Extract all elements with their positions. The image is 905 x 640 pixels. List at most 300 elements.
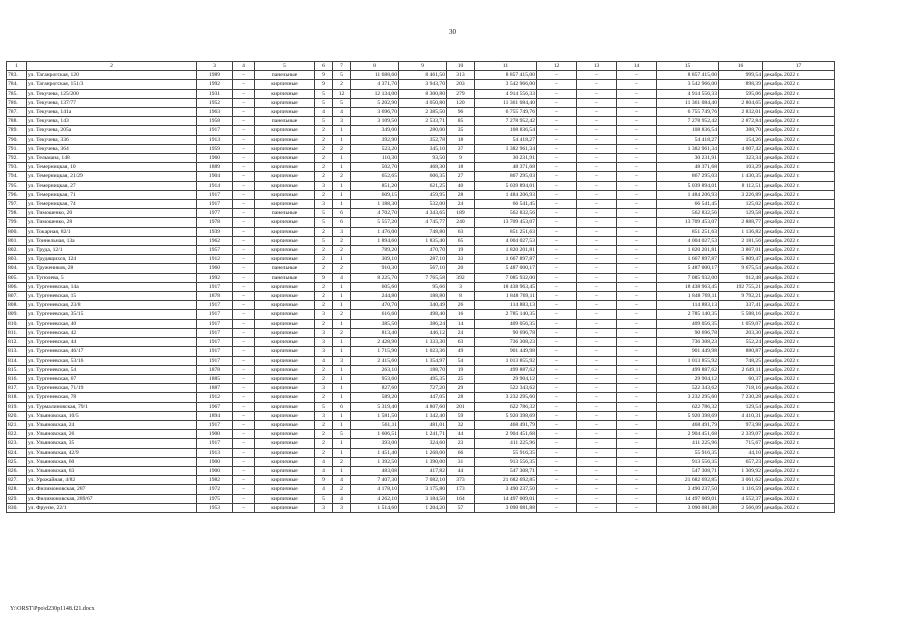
table-cell: – bbox=[577, 190, 617, 199]
table-cell: 2 bbox=[315, 365, 333, 374]
table-cell: – bbox=[537, 209, 577, 218]
table-cell: – bbox=[233, 135, 255, 144]
table-cell: 5 bbox=[315, 236, 333, 245]
table-cell: 29 bbox=[447, 384, 475, 393]
table-cell: кирпичные bbox=[255, 135, 315, 144]
table-cell: – bbox=[577, 338, 617, 347]
table-cell: 388,70 bbox=[719, 126, 763, 135]
table-cell: 110,30 bbox=[351, 154, 399, 163]
table-cell: ул. Текучева, 205а bbox=[27, 126, 197, 135]
column-number-cell: 1 bbox=[7, 62, 27, 71]
column-number-cell: 2 bbox=[27, 62, 197, 71]
table-cell: кирпичные bbox=[255, 144, 315, 153]
table-cell: 2 bbox=[333, 264, 351, 273]
table-cell: декабрь 2022 г. bbox=[763, 246, 835, 255]
table-cell: 2 bbox=[315, 163, 333, 172]
column-number-cell: 3 bbox=[197, 62, 233, 71]
table-cell: 3 bbox=[315, 411, 333, 420]
table-cell: 1 bbox=[333, 439, 351, 448]
table-cell: ул. Темерницкая, 10 bbox=[27, 163, 197, 172]
table-cell: – bbox=[233, 430, 255, 439]
table-cell: 532,00 bbox=[399, 200, 447, 209]
table-cell: 1 bbox=[333, 181, 351, 190]
table-cell: – bbox=[233, 439, 255, 448]
table-cell: 2 bbox=[315, 264, 333, 273]
table-cell: кирпичные bbox=[255, 319, 315, 328]
table-cell: 718,16 bbox=[719, 384, 763, 393]
column-number-row bbox=[7, 62, 835, 71]
table-cell: – bbox=[617, 209, 657, 218]
table-cell: – bbox=[617, 301, 657, 310]
table-cell: 1 241,71 bbox=[399, 430, 447, 439]
table-cell: ул. Текучева, 364 bbox=[27, 144, 197, 153]
table-cell: 5 bbox=[315, 494, 333, 503]
table-cell: декабрь 2022 г. bbox=[763, 71, 835, 80]
column-number-cell: 7 bbox=[333, 62, 351, 71]
table-cell: – bbox=[617, 411, 657, 420]
table-cell: ул. Тоннельная, 13а bbox=[27, 236, 197, 245]
table-cell: 313 bbox=[447, 71, 475, 80]
table-cell: – bbox=[577, 98, 617, 107]
column-number-cell: 9 bbox=[399, 62, 447, 71]
table-cell: 7 085 932,00 bbox=[657, 273, 719, 282]
table-cell: 392 bbox=[447, 273, 475, 282]
column-number-cell: 5 bbox=[255, 62, 315, 71]
table-cell: 1 bbox=[333, 420, 351, 429]
table-cell: 830. bbox=[7, 503, 27, 512]
table-cell: – bbox=[233, 144, 255, 153]
table-cell: 867 295,03 bbox=[657, 172, 719, 181]
table-cell: 789,20 bbox=[351, 246, 399, 255]
table-cell: 736 308,23 bbox=[475, 338, 537, 347]
table-cell: 3 542 966,00 bbox=[657, 80, 719, 89]
table-cell: 2 bbox=[333, 236, 351, 245]
table-cell: декабрь 2022 г. bbox=[763, 181, 835, 190]
table-cell: – bbox=[233, 420, 255, 429]
table-cell: 244,80 bbox=[351, 292, 399, 301]
table-cell: – bbox=[577, 393, 617, 402]
table-row bbox=[7, 126, 835, 135]
table-cell: – bbox=[617, 246, 657, 255]
table-row bbox=[7, 328, 835, 337]
table-cell: ул. Тургеневская, 67 bbox=[27, 374, 197, 383]
table-cell: 1 bbox=[333, 411, 351, 420]
table-row bbox=[7, 301, 835, 310]
table-cell: 49 bbox=[447, 347, 475, 356]
table-cell: 93,50 bbox=[399, 154, 447, 163]
table-cell: 811. bbox=[7, 328, 27, 337]
table-cell: 816. bbox=[7, 374, 27, 383]
table-cell: 1957 bbox=[197, 246, 233, 255]
table-row bbox=[7, 264, 835, 273]
table-cell: кирпичные bbox=[255, 420, 315, 429]
table-cell: 129,54 bbox=[719, 402, 763, 411]
table-cell: – bbox=[577, 402, 617, 411]
table-cell: – bbox=[577, 310, 617, 319]
table-cell: 459,95 bbox=[399, 190, 447, 199]
table-cell: декабрь 2022 г. bbox=[763, 292, 835, 301]
table-row bbox=[7, 144, 835, 153]
table-cell: декабрь 2022 г. bbox=[763, 494, 835, 503]
table-cell: 1 848 769,11 bbox=[475, 292, 537, 301]
table-cell: 279 bbox=[447, 89, 475, 98]
table-cell: 2 785 140,35 bbox=[657, 310, 719, 319]
table-cell: 973,98 bbox=[719, 420, 763, 429]
table-cell: 13 709 453,07 bbox=[475, 218, 537, 227]
table-cell: 803. bbox=[7, 255, 27, 264]
table-cell: – bbox=[577, 466, 617, 475]
table-cell: 3 232 295,60 bbox=[475, 393, 537, 402]
table-cell: 409 056,35 bbox=[657, 319, 719, 328]
table-cell: 798. bbox=[7, 209, 27, 218]
table-cell: 1887 bbox=[197, 384, 233, 393]
table-cell: 2 bbox=[315, 190, 333, 199]
table-cell: 652,65 bbox=[351, 172, 399, 181]
table-cell: кирпичные bbox=[255, 227, 315, 236]
table-cell: декабрь 2022 г. bbox=[763, 117, 835, 126]
table-cell: 5 bbox=[315, 218, 333, 227]
table-cell: 468 491,79 bbox=[657, 420, 719, 429]
table-cell: 1 136,82 bbox=[719, 227, 763, 236]
table-cell: – bbox=[233, 411, 255, 420]
table-cell: 3 175,80 bbox=[399, 485, 447, 494]
table-cell: – bbox=[233, 246, 255, 255]
table-cell: 5 bbox=[315, 209, 333, 218]
table-cell: – bbox=[233, 172, 255, 181]
table-cell: кирпичные bbox=[255, 356, 315, 365]
table-cell: 3 226,89 bbox=[719, 190, 763, 199]
table-cell: 2 872,84 bbox=[719, 117, 763, 126]
table-cell: 2 bbox=[315, 144, 333, 153]
table-cell: кирпичные bbox=[255, 457, 315, 466]
table-cell: 481,01 bbox=[399, 420, 447, 429]
table-cell: 880,87 bbox=[719, 347, 763, 356]
table-cell: 9 792,21 bbox=[719, 292, 763, 301]
table-cell: – bbox=[233, 218, 255, 227]
table-cell: 2 bbox=[333, 172, 351, 181]
table-cell: кирпичные bbox=[255, 328, 315, 337]
table-cell: ул. Трудящихся, 124 bbox=[27, 255, 197, 264]
table-cell: 95,66 bbox=[399, 282, 447, 291]
table-cell: ул. Текучева, 143 bbox=[27, 117, 197, 126]
table-cell: – bbox=[233, 71, 255, 80]
table-cell: 2 bbox=[315, 135, 333, 144]
table-cell: 817. bbox=[7, 384, 27, 393]
table-cell: 1878 bbox=[197, 365, 233, 374]
table-cell: – bbox=[233, 117, 255, 126]
table-cell: 103,29 bbox=[719, 163, 763, 172]
table-cell: 813. bbox=[7, 347, 27, 356]
table-cell: ул. Тургеневская, 42 bbox=[27, 328, 197, 337]
table-cell: 393,00 bbox=[351, 439, 399, 448]
table-row bbox=[7, 448, 835, 457]
table-cell: – bbox=[537, 154, 577, 163]
table-row bbox=[7, 190, 835, 199]
table-cell: – bbox=[233, 466, 255, 475]
table-cell: 715,67 bbox=[719, 439, 763, 448]
table-cell: – bbox=[537, 190, 577, 199]
table-cell: 567,10 bbox=[399, 264, 447, 273]
table-cell: 2 bbox=[333, 328, 351, 337]
table-row bbox=[7, 485, 835, 494]
table-cell: – bbox=[617, 236, 657, 245]
table-cell: декабрь 2022 г. bbox=[763, 319, 835, 328]
table-cell: декабрь 2022 г. bbox=[763, 98, 835, 107]
table-cell: ул. Тимошенко, 20 bbox=[27, 209, 197, 218]
table-cell: 1 268,00 bbox=[399, 448, 447, 457]
table-cell: 5 920 398,69 bbox=[657, 411, 719, 420]
table-cell: 30 231,91 bbox=[657, 154, 719, 163]
table-cell: – bbox=[617, 144, 657, 153]
table-cell: 495,35 bbox=[399, 374, 447, 383]
table-cell: 784. bbox=[7, 80, 27, 89]
footer-file-path: Y:\ORST\Ppo\d230p1148.f21.docx bbox=[10, 606, 95, 612]
table-cell: – bbox=[577, 163, 617, 172]
table-cell: 1992 bbox=[197, 273, 233, 282]
table-cell: 1 bbox=[333, 347, 351, 356]
table-cell: 23 bbox=[447, 439, 475, 448]
table-cell: 1 188,30 bbox=[351, 200, 399, 209]
table-cell: 1963 bbox=[197, 108, 233, 117]
table-cell: 468 491,79 bbox=[475, 420, 537, 429]
table-cell: – bbox=[233, 264, 255, 273]
table-cell: 385,50 bbox=[351, 319, 399, 328]
table-cell: 913 556,35 bbox=[657, 457, 719, 466]
table-cell: декабрь 2022 г. bbox=[763, 347, 835, 356]
table-cell: – bbox=[233, 255, 255, 264]
table-cell: – bbox=[577, 282, 617, 291]
column-number-cell: 6 bbox=[315, 62, 333, 71]
table-cell: – bbox=[537, 448, 577, 457]
table-cell: 1992 bbox=[197, 80, 233, 89]
table-cell: 1913 bbox=[197, 448, 233, 457]
table-cell: декабрь 2022 г. bbox=[763, 411, 835, 420]
table-cell: – bbox=[577, 71, 617, 80]
table-row bbox=[7, 319, 835, 328]
table-cell: 2 339,07 bbox=[719, 430, 763, 439]
table-row bbox=[7, 181, 835, 190]
table-cell: 823. bbox=[7, 439, 27, 448]
table-cell: 901 449,98 bbox=[657, 347, 719, 356]
table-cell: 3 090 081,88 bbox=[657, 503, 719, 512]
table-cell: 1 333,30 bbox=[399, 338, 447, 347]
table-cell: – bbox=[617, 439, 657, 448]
table-cell: 173 bbox=[447, 485, 475, 494]
table-cell: 806. bbox=[7, 282, 27, 291]
table-cell: – bbox=[577, 374, 617, 383]
table-cell: 1 bbox=[333, 135, 351, 144]
table-cell: 2 bbox=[333, 457, 351, 466]
table-cell: – bbox=[537, 439, 577, 448]
table-cell: ул. Тимошенко, 28 bbox=[27, 218, 197, 227]
table-cell: 1 820 201,81 bbox=[475, 246, 537, 255]
table-cell: 1917 bbox=[197, 439, 233, 448]
table-cell: 807. bbox=[7, 292, 27, 301]
table-cell: 826. bbox=[7, 466, 27, 475]
column-number-cell: 14 bbox=[617, 62, 657, 71]
table-cell: 621,25 bbox=[399, 181, 447, 190]
table-cell: 1900 bbox=[197, 430, 233, 439]
table-cell: кирпичные bbox=[255, 503, 315, 512]
table-cell: 54 bbox=[447, 356, 475, 365]
table-cell: 5 319,40 bbox=[351, 402, 399, 411]
table-cell: 4 bbox=[333, 273, 351, 282]
table-cell: 1 013 855,92 bbox=[657, 356, 719, 365]
table-cell: 3 bbox=[315, 200, 333, 209]
table-cell: – bbox=[617, 420, 657, 429]
table-cell: 188,70 bbox=[399, 365, 447, 374]
table-cell: 392,90 bbox=[351, 135, 399, 144]
table-row bbox=[7, 420, 835, 429]
table-cell: 1 bbox=[333, 126, 351, 135]
table-cell: ул. Текучева, 141а bbox=[27, 108, 197, 117]
table-cell: 4 552,37 bbox=[719, 494, 763, 503]
table-cell: декабрь 2022 г. bbox=[763, 310, 835, 319]
table-row bbox=[7, 310, 835, 319]
table-cell: 561,11 bbox=[351, 420, 399, 429]
table-cell: – bbox=[233, 310, 255, 319]
table-cell: – bbox=[577, 457, 617, 466]
table-cell: 829. bbox=[7, 494, 27, 503]
table-cell: ул. Тургеневская, 78 bbox=[27, 393, 197, 402]
table-cell: 3 090 081,88 bbox=[475, 503, 537, 512]
table-cell: – bbox=[577, 319, 617, 328]
table-cell: 13 709 453,07 bbox=[657, 218, 719, 227]
table-cell: – bbox=[577, 384, 617, 393]
table-cell: 21 682 692,85 bbox=[657, 476, 719, 485]
table-cell: 7 407,30 bbox=[351, 476, 399, 485]
table-cell: ул. Турмалиновская, 79/1 bbox=[27, 402, 197, 411]
table-cell: – bbox=[233, 356, 255, 365]
table-cell: – bbox=[617, 98, 657, 107]
table-cell: декабрь 2022 г. bbox=[763, 227, 835, 236]
table-cell: 8 300,80 bbox=[399, 89, 447, 98]
table-cell: 3 bbox=[333, 356, 351, 365]
table-row bbox=[7, 163, 835, 172]
table-cell: ул. Тургеневская, 44 bbox=[27, 338, 197, 347]
table-cell: ул. Темерницкая, 74 bbox=[27, 200, 197, 209]
table-cell: – bbox=[577, 411, 617, 420]
table-cell: ул. Тургеневская, 53/16 bbox=[27, 356, 197, 365]
table-cell: декабрь 2022 г. bbox=[763, 200, 835, 209]
table-cell: декабрь 2022 г. bbox=[763, 365, 835, 374]
table-cell: 657,23 bbox=[719, 457, 763, 466]
table-cell: 522 343,62 bbox=[657, 384, 719, 393]
table-cell: 1 059,07 bbox=[719, 319, 763, 328]
table-cell: 2 785 140,35 bbox=[475, 310, 537, 319]
table-cell: кирпичные bbox=[255, 301, 315, 310]
table-cell: 616,60 bbox=[351, 310, 399, 319]
table-cell: 2 bbox=[315, 154, 333, 163]
table-cell: 827,60 bbox=[351, 384, 399, 393]
table-cell: – bbox=[537, 236, 577, 245]
table-cell: 562 832,56 bbox=[657, 209, 719, 218]
table-cell: 5 bbox=[333, 71, 351, 80]
table-cell: – bbox=[617, 292, 657, 301]
table-cell: 18 438 963,45 bbox=[657, 282, 719, 291]
table-cell: – bbox=[577, 420, 617, 429]
table-cell: 3 bbox=[333, 503, 351, 512]
table-cell: 5 bbox=[315, 117, 333, 126]
table-cell: 1 606,51 bbox=[351, 430, 399, 439]
table-cell: кирпичные bbox=[255, 163, 315, 172]
table-cell: 793. bbox=[7, 163, 27, 172]
table-row bbox=[7, 255, 835, 264]
table-cell: 1 514,60 bbox=[351, 503, 399, 512]
table-cell: – bbox=[617, 154, 657, 163]
table-cell: – bbox=[537, 246, 577, 255]
table-cell: 2 415,60 bbox=[351, 356, 399, 365]
table-cell: 810. bbox=[7, 319, 27, 328]
table-cell: 324,60 bbox=[399, 439, 447, 448]
table-cell: кирпичные bbox=[255, 466, 315, 475]
table-cell: ул. Урожайная, 4/82 bbox=[27, 476, 197, 485]
table-cell: 411 225,96 bbox=[657, 439, 719, 448]
table-cell: 9 bbox=[315, 476, 333, 485]
table-cell: – bbox=[233, 374, 255, 383]
table-cell: 2 bbox=[333, 310, 351, 319]
table-cell: 805. bbox=[7, 273, 27, 282]
table-cell: – bbox=[233, 80, 255, 89]
table-cell: – bbox=[537, 172, 577, 181]
table-cell: декабрь 2022 г. bbox=[763, 89, 835, 98]
table-cell: 3 867,01 bbox=[719, 246, 763, 255]
table-cell: – bbox=[537, 393, 577, 402]
table-cell: 8 857 415,00 bbox=[475, 71, 537, 80]
page-number: 30 bbox=[449, 28, 456, 36]
table-cell: 1967 bbox=[197, 402, 233, 411]
table-cell: – bbox=[537, 457, 577, 466]
table-row bbox=[7, 108, 835, 117]
table-row bbox=[7, 476, 835, 485]
table-cell: 120 bbox=[447, 98, 475, 107]
table-cell: – bbox=[617, 356, 657, 365]
column-number-cell: 8 bbox=[351, 62, 399, 71]
table-cell: – bbox=[617, 485, 657, 494]
table-cell: 1 667 897,87 bbox=[657, 255, 719, 264]
table-cell: – bbox=[537, 374, 577, 383]
table-cell: 40 bbox=[447, 181, 475, 190]
table-cell: 54 418,27 bbox=[475, 135, 537, 144]
table-cell: – bbox=[617, 430, 657, 439]
table-cell: 1917 bbox=[197, 200, 233, 209]
table-cell: 5 557,20 bbox=[351, 218, 399, 227]
table-cell: 6 bbox=[333, 209, 351, 218]
table-cell: кирпичные bbox=[255, 439, 315, 448]
table-row bbox=[7, 347, 835, 356]
table-row bbox=[7, 117, 835, 126]
table-cell: кирпичные bbox=[255, 181, 315, 190]
table-cell: 4 004 027,53 bbox=[475, 236, 537, 245]
table-cell: 901 449,98 bbox=[475, 347, 537, 356]
table-cell: – bbox=[617, 108, 657, 117]
table-cell: 1917 bbox=[197, 126, 233, 135]
table-cell: 4 914 556,33 bbox=[657, 89, 719, 98]
table-cell: – bbox=[577, 347, 617, 356]
table-cell: 5 bbox=[315, 402, 333, 411]
table-cell: панельные bbox=[255, 117, 315, 126]
table-cell: панельные bbox=[255, 273, 315, 282]
table-cell: 1 382 961,34 bbox=[657, 144, 719, 153]
table-cell: 90 696,78 bbox=[475, 328, 537, 337]
table-cell: – bbox=[233, 402, 255, 411]
table-cell: – bbox=[537, 411, 577, 420]
table-cell: ул. Темерницкая, 21/29 bbox=[27, 172, 197, 181]
table-cell: – bbox=[617, 328, 657, 337]
table-cell: – bbox=[577, 89, 617, 98]
table-cell: декабрь 2022 г. bbox=[763, 135, 835, 144]
table-cell: 9 bbox=[447, 154, 475, 163]
